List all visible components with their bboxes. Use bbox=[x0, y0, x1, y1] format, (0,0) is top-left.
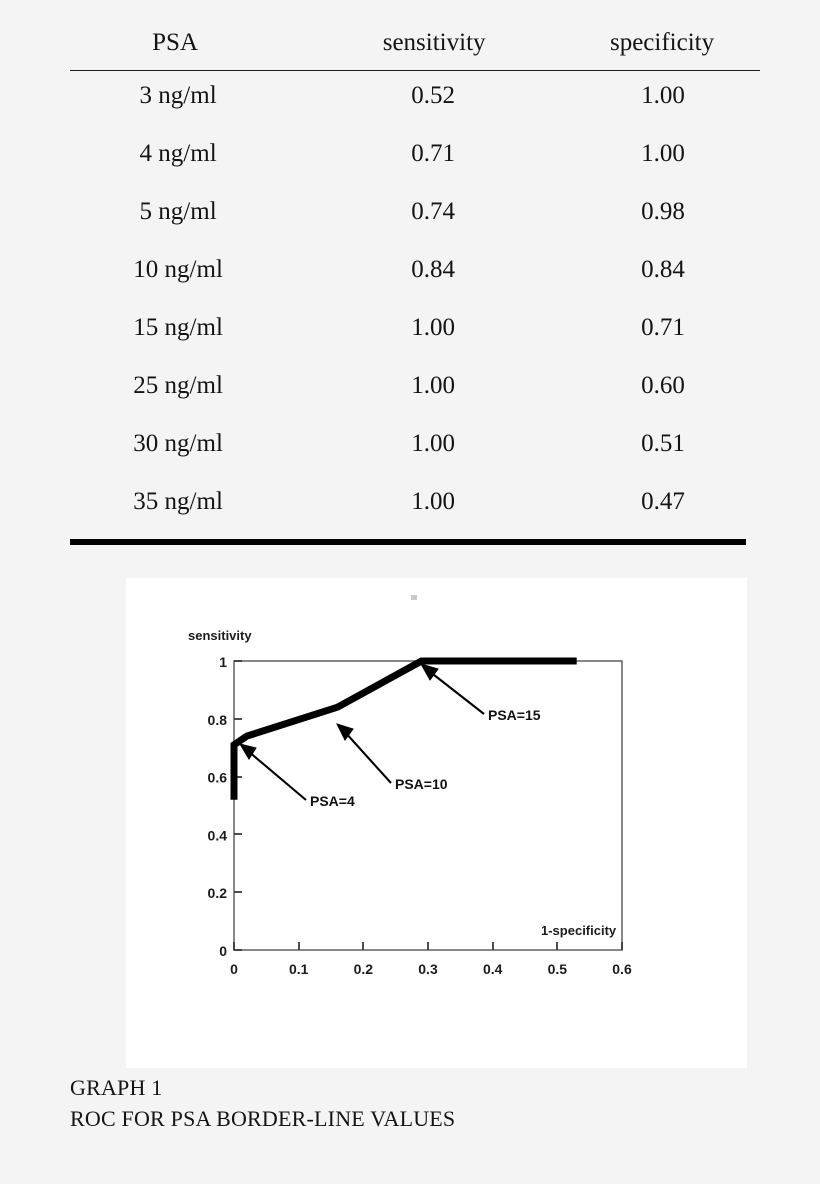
annotation-psa-4: PSA=4 bbox=[310, 793, 355, 809]
y-tick-0.4: 0.4 bbox=[207, 827, 227, 844]
column-header-sensitivity: sensitivity bbox=[382, 28, 486, 56]
caption-line-1: GRAPH 1 bbox=[70, 1075, 163, 1100]
table-row bbox=[70, 472, 760, 530]
psa-threshold-table bbox=[70, 18, 760, 530]
cell-sensitivity: 0.74 bbox=[411, 197, 455, 225]
y-tick-0.6: 0.6 bbox=[207, 769, 227, 786]
table-row bbox=[70, 414, 760, 472]
figure-caption bbox=[70, 1072, 770, 1134]
psa-table bbox=[70, 18, 760, 530]
y-tick-0.2: 0.2 bbox=[207, 885, 227, 902]
x-tick-0.1: 0.1 bbox=[288, 961, 309, 977]
table-row bbox=[70, 124, 760, 182]
cell-psa: 30 ng/ml bbox=[133, 429, 223, 457]
cell-specificity: 0.71 bbox=[641, 313, 685, 341]
cell-specificity: 0.51 bbox=[641, 429, 685, 457]
cell-specificity: 0.98 bbox=[641, 197, 685, 225]
cell-sensitivity: 1.00 bbox=[411, 429, 455, 457]
column-header-specificity: specificity bbox=[609, 28, 715, 56]
y-tick-0: 0 bbox=[219, 943, 227, 959]
cell-sensitivity: 1.00 bbox=[411, 371, 455, 399]
caption-line-2: ROC FOR PSA BORDER-LINE VALUES bbox=[70, 1106, 456, 1131]
cell-psa: 5 ng/ml bbox=[139, 197, 217, 225]
cell-specificity: 0.84 bbox=[641, 255, 685, 283]
cell-psa: 35 ng/ml bbox=[133, 487, 223, 515]
column-header-psa: PSA bbox=[152, 28, 199, 56]
cell-sensitivity: 0.71 bbox=[411, 139, 455, 167]
cell-specificity: 1.00 bbox=[641, 139, 685, 167]
table-header-rule bbox=[70, 70, 760, 71]
x-tick-0.2: 0.2 bbox=[353, 961, 374, 977]
x-axis-ticks bbox=[230, 942, 632, 977]
x-tick-0.4: 0.4 bbox=[482, 961, 503, 977]
cell-sensitivity: 0.52 bbox=[411, 81, 455, 109]
table-row bbox=[70, 298, 760, 356]
roc-chart-panel bbox=[126, 578, 747, 1068]
y-tick-1: 1 bbox=[219, 654, 227, 670]
x-tick-0.3: 0.3 bbox=[418, 961, 438, 977]
y-tick-0.8: 0.8 bbox=[207, 711, 227, 728]
cell-sensitivity: 1.00 bbox=[411, 487, 455, 515]
plot-frame bbox=[234, 661, 622, 950]
table-body bbox=[70, 66, 760, 530]
y-axis-ticks bbox=[208, 654, 242, 959]
cell-psa: 15 ng/ml bbox=[133, 313, 223, 341]
cell-psa: 25 ng/ml bbox=[133, 371, 223, 399]
cell-psa: 10 ng/ml bbox=[133, 255, 223, 283]
cell-sensitivity: 1.00 bbox=[411, 313, 455, 341]
cell-specificity: 0.60 bbox=[641, 371, 685, 399]
table-bottom-rule bbox=[70, 539, 746, 545]
x-axis-label: 1-specificity bbox=[541, 923, 617, 938]
cell-sensitivity: 0.84 bbox=[411, 255, 455, 283]
table-header bbox=[70, 18, 760, 66]
table-row bbox=[70, 356, 760, 414]
table-row bbox=[70, 240, 760, 298]
table-header-row bbox=[70, 18, 760, 66]
x-tick-0: 0 bbox=[230, 961, 238, 977]
cell-specificity: 0.47 bbox=[641, 487, 685, 515]
table-row bbox=[70, 66, 760, 124]
annotation-psa-15: PSA=15 bbox=[488, 707, 541, 723]
y-axis-label: sensitivity bbox=[188, 628, 252, 643]
x-tick-0.5: 0.5 bbox=[547, 961, 568, 977]
table-row bbox=[70, 182, 760, 240]
cell-specificity: 1.00 bbox=[641, 81, 685, 109]
annotation-psa-10: PSA=10 bbox=[395, 776, 448, 792]
cell-psa: 4 ng/ml bbox=[139, 139, 217, 167]
cell-psa: 3 ng/ml bbox=[139, 81, 217, 109]
roc-curve-plot bbox=[126, 578, 747, 1068]
x-tick-0.6: 0.6 bbox=[612, 961, 632, 977]
